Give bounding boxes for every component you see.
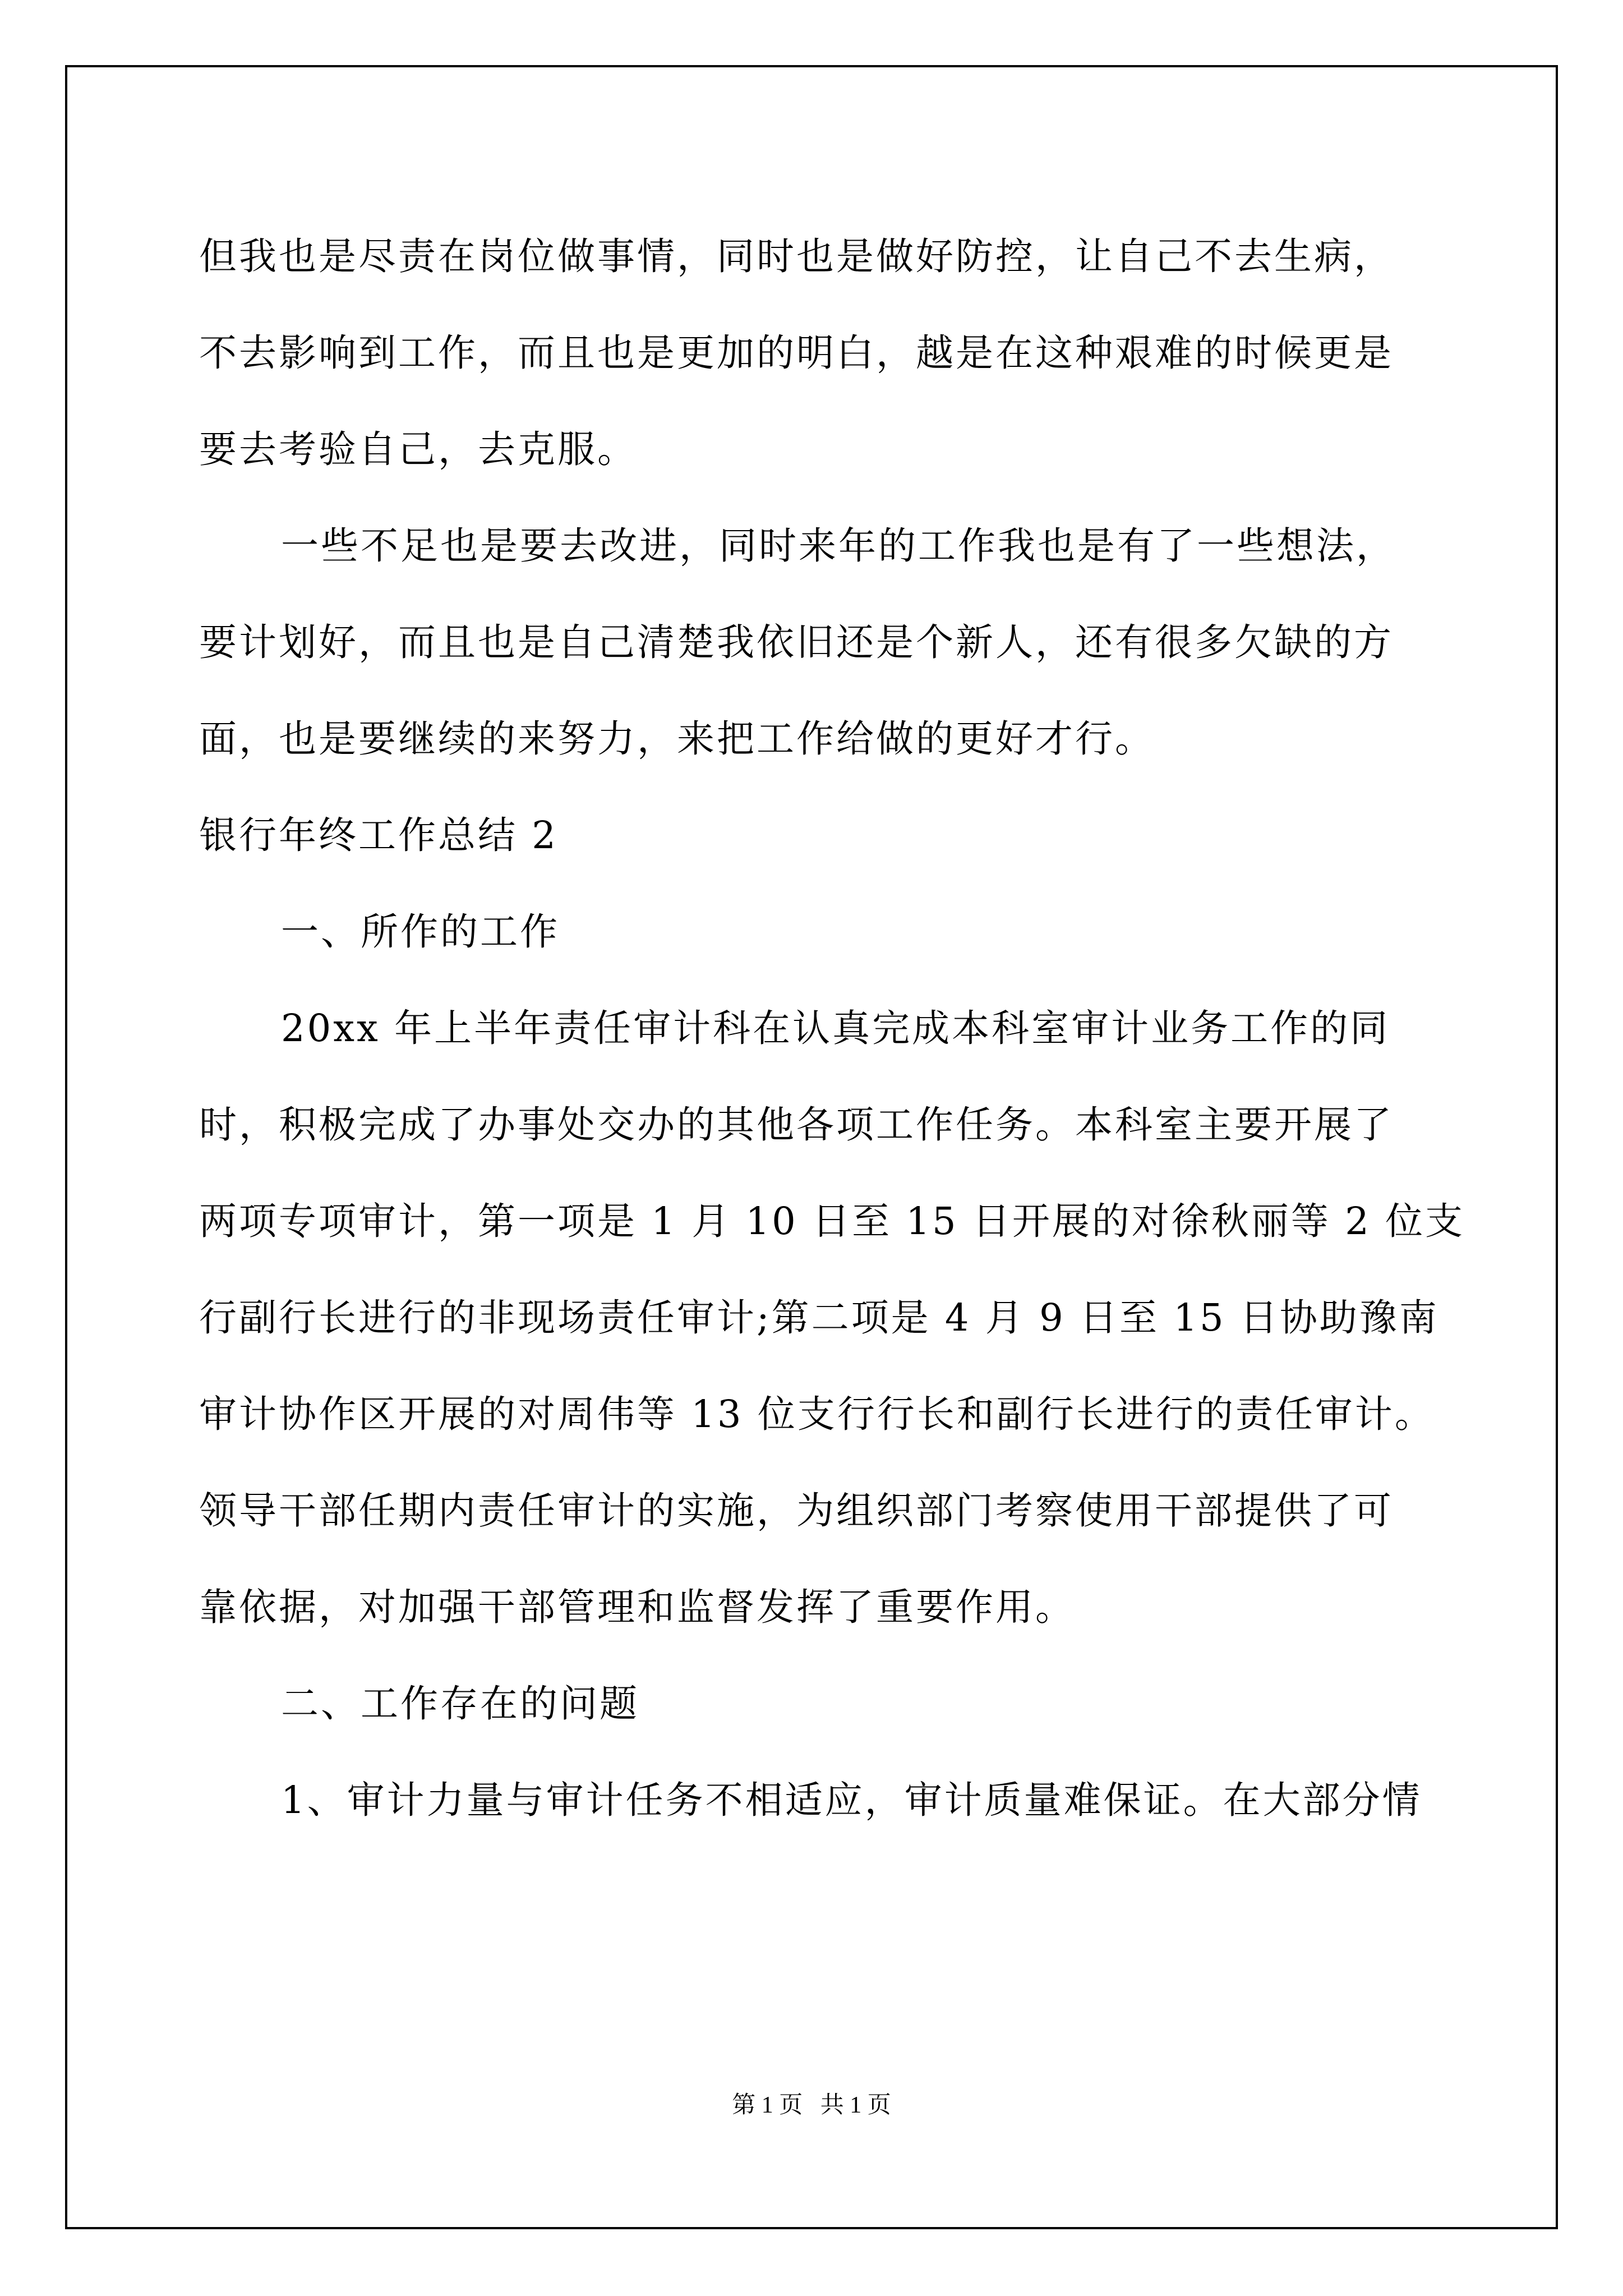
paragraph-line: 审计协作区开展的对周伟等 13 位支行行长和副行长进行的责任审计。: [199, 1392, 1435, 1436]
paragraph-line: 面，也是要继续的来努力，来把工作给做的更好才行。: [199, 717, 1155, 761]
paragraph-line: 两项专项审计，第一项是 1 月 10 日至 15 日开展的对徐秋丽等 2 位支: [199, 1199, 1465, 1243]
paragraph-line: 一些不足也是要去改进，同时来年的工作我也是有了一些想法，: [281, 524, 1396, 568]
paragraph-line: 20xx 年上半年责任审计科在认真完成本科室审计业务工作的同: [281, 1006, 1390, 1050]
section-heading: 一、所作的工作: [281, 910, 560, 954]
paragraph-line: 但我也是尽责在岗位做事情，同时也是做好防控，让自己不去生病，: [199, 234, 1394, 278]
document-body: [199, 208, 1465, 1848]
page-footer: 第 1 页 共 1 页: [732, 2092, 891, 2118]
paragraph-line: 领导干部任期内责任审计的实施，为组织部门考察使用干部提供了可: [199, 1489, 1394, 1533]
paragraph-line: 1、审计力量与审计任务不相适应，审计质量难保证。在大部分情: [281, 1778, 1422, 1822]
section-heading: 二、工作存在的问题: [281, 1682, 639, 1726]
paragraph-line: 要去考验自己，去克服。: [199, 427, 637, 471]
paragraph-line: 要计划好，而且也是自己清楚我依旧还是个新人，还有很多欠缺的方: [199, 620, 1394, 664]
paragraph-line: 时，积极完成了办事处交办的其他各项工作任务。本科室主要开展了: [199, 1103, 1394, 1147]
paragraph-line: 行副行长进行的非现场责任审计;第二项是 4 月 9 日至 15 日协助豫南: [199, 1296, 1439, 1340]
paragraph-line: 靠依据，对加强干部管理和监督发挥了重要作用。: [199, 1585, 1075, 1629]
section-title: 银行年终工作总结 2: [199, 813, 558, 857]
paragraph-line: 不去影响到工作，而且也是更加的明白，越是在这种艰难的时候更是: [199, 331, 1394, 375]
